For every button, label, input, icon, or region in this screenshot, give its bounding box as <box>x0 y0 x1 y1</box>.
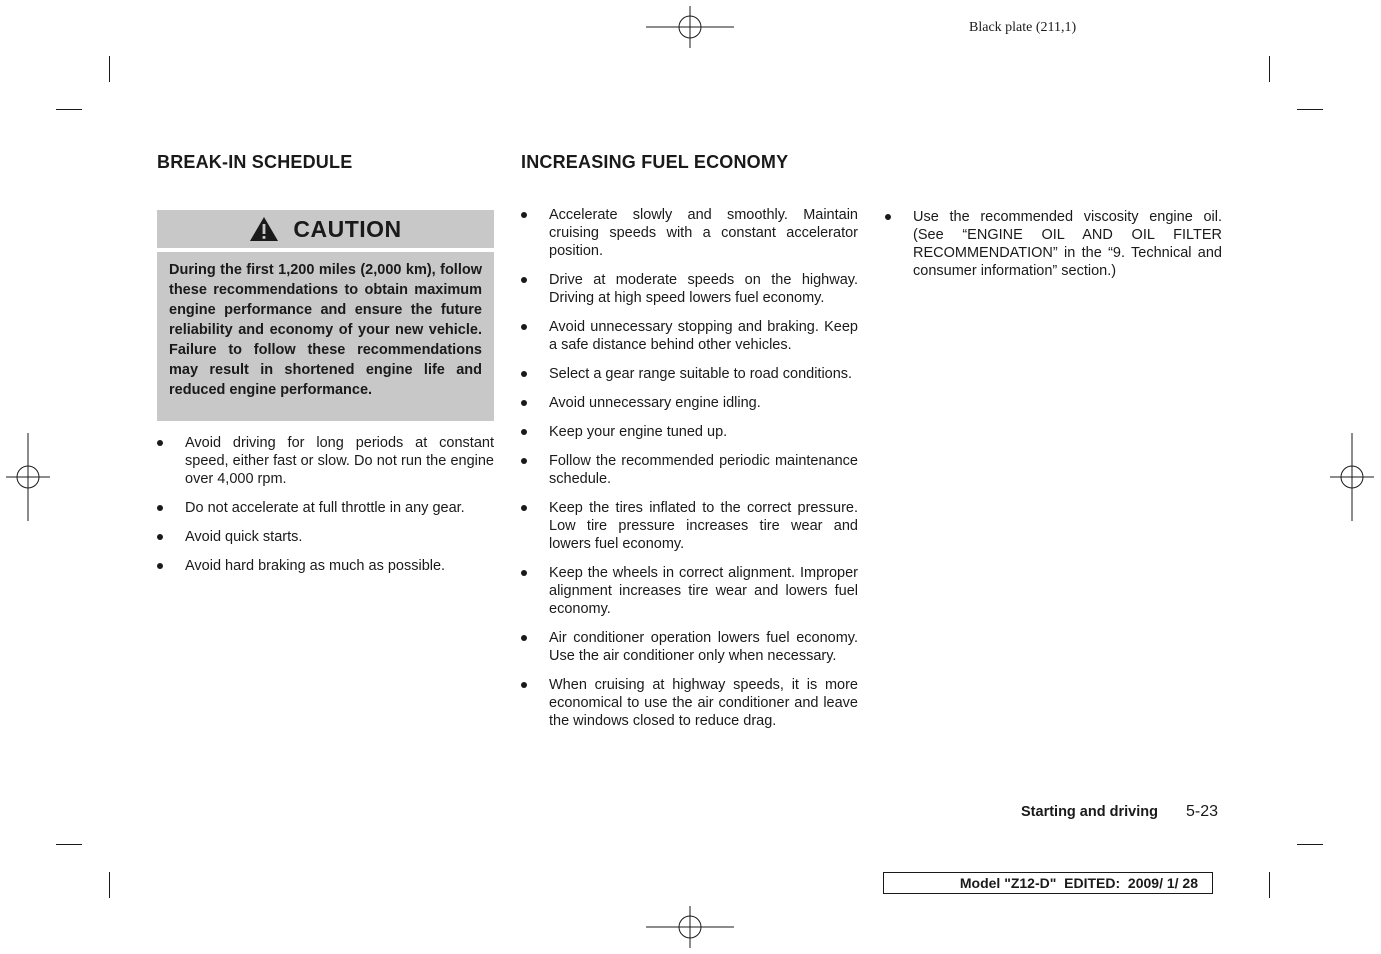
model-line: Model "Z12-D" EDITED: 2009/ 1/ 28 <box>959 875 1198 891</box>
crosshair-registration-icon <box>646 6 734 48</box>
crop-mark-tl-h <box>56 109 82 110</box>
list-item: Accelerate slowly and smoothly. Maintain cruising speeds with a constant accelerator position. <box>521 206 858 260</box>
list-item: Keep your engine tuned up. <box>521 423 858 441</box>
bullet-icon <box>521 570 527 576</box>
bullet-icon <box>521 458 527 464</box>
list-item: Keep the wheels in correct alignment. Improper alignment increases tire wear and lowers fuel economy. <box>521 564 858 618</box>
caution-text: During the first 1,200 miles (2,000 km), follow these recommendations to obtain maximum engine performance and ensure the future reliability and economy of your new vehicle. Failure to follow these recommendations may result in shortened engine life and reduced engine performance. <box>157 252 494 421</box>
page-number: 5-23 <box>1186 803 1219 820</box>
list-item: Avoid driving for long periods at constant speed, either fast or slow. Do not run the engine over 4,000 rpm. <box>157 434 494 488</box>
list-item: Avoid hard braking as much as possible. <box>157 557 494 575</box>
list-item: Drive at moderate speeds on the highway. Driving at high speed lowers fuel economy. <box>521 271 858 307</box>
engine-oil-list <box>885 208 1222 291</box>
plate-label: Black plate (211,1) <box>969 20 1077 35</box>
bullet-icon <box>521 635 527 641</box>
list-item: Avoid unnecessary stopping and braking. Keep a safe distance behind other vehicles. <box>521 318 858 354</box>
break-in-heading: BREAK-IN SCHEDULE <box>157 152 353 172</box>
crop-mark-bl-v <box>109 872 110 898</box>
list-item: Do not accelerate at full throttle in any gear. <box>157 499 494 517</box>
list-item: When cruising at highway speeds, it is more economical to use the air conditioner and leave the windows closed to reduce drag. <box>521 676 858 730</box>
bullet-icon <box>157 505 163 511</box>
bullet-icon <box>157 534 163 540</box>
crop-mark-bl-h <box>56 844 82 845</box>
bullet-icon <box>521 505 527 511</box>
list-item: Follow the recommended periodic maintenance schedule. <box>521 452 858 488</box>
bullet-icon <box>521 400 527 406</box>
crop-mark-tr-h <box>1297 109 1323 110</box>
caution-header <box>157 210 494 248</box>
caution-label: CAUTION <box>293 215 402 242</box>
bullet-icon <box>521 429 527 435</box>
list-item: Avoid unnecessary engine idling. <box>521 394 858 412</box>
bullet-icon <box>521 324 527 330</box>
list-item: Avoid quick starts. <box>157 528 494 546</box>
list-item: Select a gear range suitable to road conditions. <box>521 365 858 383</box>
fuel-economy-list <box>521 206 858 741</box>
list-item: Use the recommended viscosity engine oil. (See “ENGINE OIL AND OIL FILTER RECOMMENDATION” in the “9. Technical and consumer information” section.) <box>885 208 1222 280</box>
fuel-economy-heading: INCREASING FUEL ECONOMY <box>521 152 789 172</box>
warning-triangle-icon <box>249 216 279 242</box>
bullet-icon <box>521 682 527 688</box>
bullet-icon <box>157 563 163 569</box>
crop-mark-tr-v <box>1269 56 1270 82</box>
crop-mark-tl-v <box>109 56 110 82</box>
footer-section-name: Starting and driving <box>1021 804 1158 820</box>
bullet-icon <box>521 371 527 377</box>
crosshair-registration-icon <box>6 433 50 521</box>
model-edit-box <box>883 872 1213 894</box>
bullet-icon <box>521 212 527 218</box>
crosshair-registration-icon <box>1330 433 1374 521</box>
crop-mark-br-h <box>1297 844 1323 845</box>
list-item: Keep the tires inflated to the correct pressure. Low tire pressure increases tire wear and lowers fuel economy. <box>521 499 858 553</box>
bullet-icon <box>157 440 163 446</box>
bullet-icon <box>885 214 891 220</box>
crosshair-registration-icon <box>646 906 734 948</box>
crop-mark-br-v <box>1269 872 1270 898</box>
bullet-icon <box>521 277 527 283</box>
list-item: Air conditioner operation lowers fuel economy. Use the air conditioner only when necessary. <box>521 629 858 665</box>
break-in-list <box>157 434 494 586</box>
